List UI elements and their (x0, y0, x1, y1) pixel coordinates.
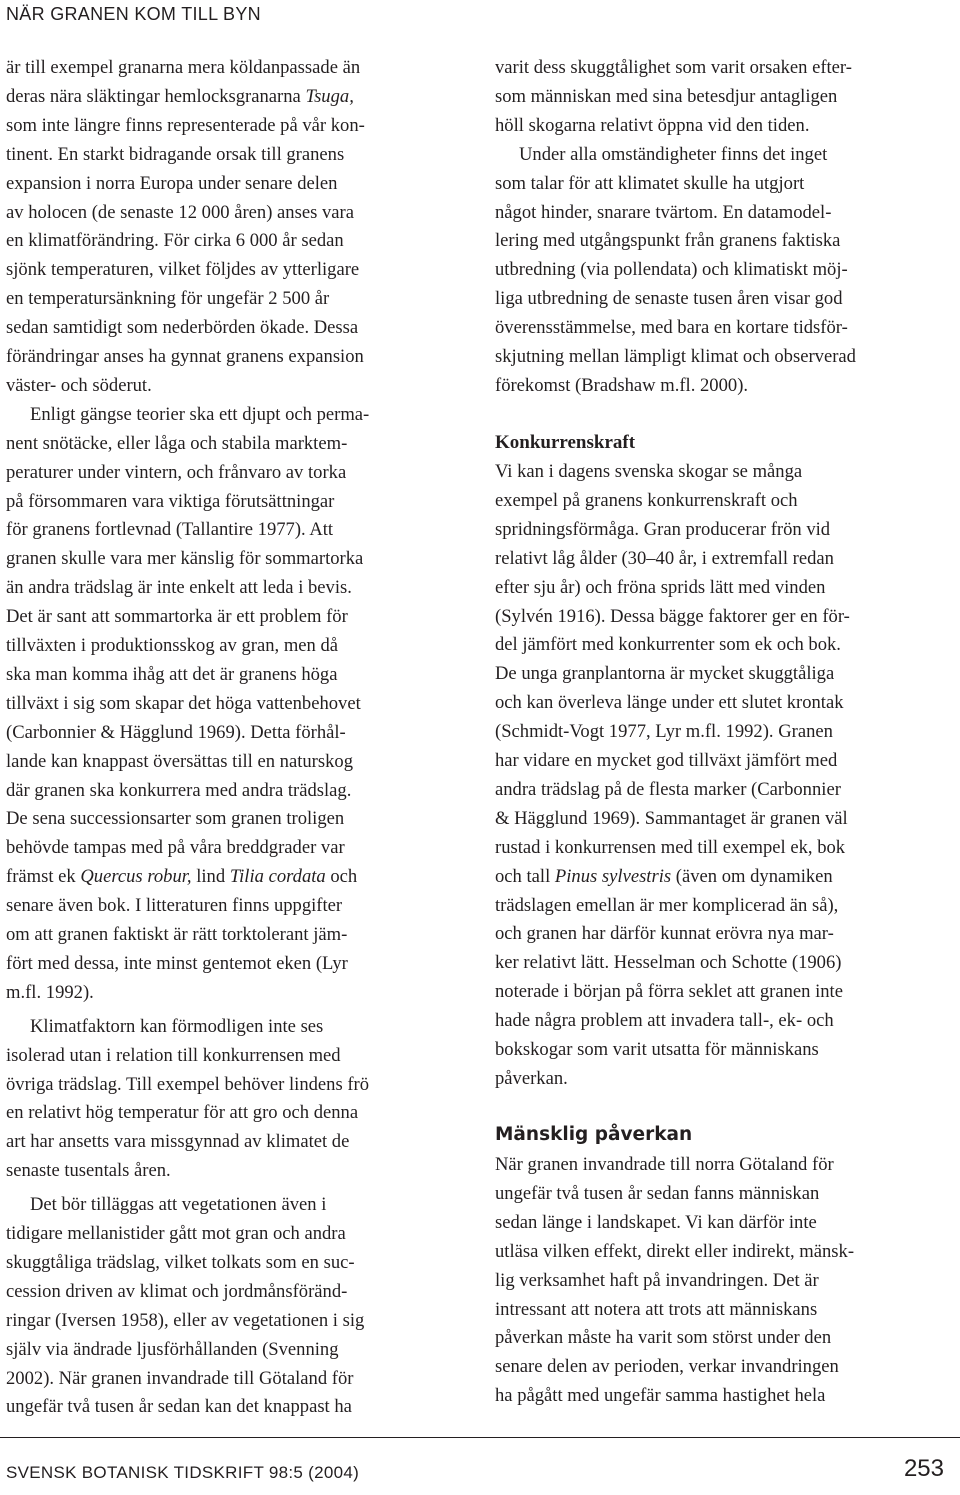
body-text-line: sedan samtidigt som nederbörden ökade. Dessa (6, 317, 359, 339)
body-text-line: ha pågått med ungefär samma hastighet hela (495, 1385, 826, 1407)
body-text-line: noterade i början på förra seklet att granen inte (495, 981, 843, 1003)
body-text-line: Under alla omständigheter finns det inget (519, 143, 828, 165)
body-text-line: exempel på granens konkurrenskraft och (495, 489, 798, 511)
body-text-line: själv via ändrade ljusförhållanden (Svenning (6, 1338, 339, 1360)
journal-citation: SVENSK BOTANISK TIDSKRIFT 98:5 (2004) (6, 1463, 360, 1482)
body-text-line: andra trädslag på de flesta marker (Carbonnier (495, 778, 841, 800)
text-segment: Tsuga, (305, 85, 354, 107)
body-text-line: som människan med sina betesdjur antagligen (495, 85, 838, 107)
running-head: NÄR GRANEN KOM TILL BYN (6, 4, 261, 24)
body-text-line: om att granen faktiskt är rätt torktolerant jäm- (6, 924, 348, 945)
body-text-line: expansion i norra Europa under senare delen (6, 172, 338, 194)
text-segment: och (325, 866, 358, 888)
text-segment: lind (191, 866, 230, 888)
body-text-line: skjutning mellan lämpligt klimat och observerad (495, 346, 856, 367)
body-text-line: ungefär två tusen år sedan fanns människan (495, 1182, 820, 1204)
body-text-line: lande kan knappast översättas till en naturskog (6, 750, 353, 772)
body-text-line: på försommaren vara viktiga förutsättningar (6, 490, 335, 512)
body-text-line: påverkan måste ha varit som störst under den (495, 1327, 832, 1349)
text-segment: (även om dynamiken (671, 865, 833, 887)
body-text-line: (Carbonnier & Hägglund 1969). Detta förhål- (6, 721, 346, 743)
body-text-line: väster- och söderut. (6, 374, 152, 396)
body-text-line: utläsa vilken effekt, direkt eller indirekt, mänsk- (495, 1240, 855, 1262)
body-text-line: relativt låg ålder (30–40 år, i extremfall redan (495, 547, 834, 569)
body-text-line: en relativt hög temperatur för att gro och denna (6, 1102, 359, 1124)
body-text-line: höll skogarna relativt öppna vid den tiden. (495, 114, 810, 136)
body-text-line: spridningsförmåga. Gran producerar frön vid (495, 518, 831, 540)
body-text-line: Vi kan i dagens svenska skogar se många (495, 461, 803, 482)
body-text-line: granen skulle vara mer känslig för sommartorka (6, 548, 364, 570)
text-segment: Pinus sylvestris (554, 865, 672, 887)
body-text-line: tillväxten i produktionsskog av gran, men då (6, 635, 339, 656)
text-segment: Tilia cordata (229, 866, 326, 888)
body-text-line: utbredning (via pollendata) och klimatiskt möj- (495, 259, 848, 281)
body-text-line: efter sju år) och fröna sprids lätt med vinden (495, 576, 826, 598)
body-text-line: för granens fortlevnad (Tallantire 1977). Att (6, 519, 334, 541)
body-text-line: senare delen av perioden, verkar invandringen (495, 1356, 839, 1378)
body-text-line: art har ansetts vara missgynnad av klimatet de (6, 1131, 350, 1153)
body-text-line: De sena successionsarter som granen troligen (6, 808, 345, 830)
footer-divider (0, 1437, 960, 1438)
text-segment: deras nära släktingar hemlocksgranarna (6, 85, 306, 107)
body-text-line: sjönk temperaturen, vilket följdes av ytterligare (6, 259, 360, 281)
body-text-line: sedan länge i landskapet. Vi kan därför inte (495, 1211, 817, 1233)
body-text-line: (Schmidt-Vogt 1977, Lyr m.fl. 1992). Granen (495, 721, 833, 743)
body-text-line: bokskogar som varit utsatta för människans (495, 1039, 819, 1060)
section-heading-konkurrenskraft: Konkurrenskraft (495, 432, 636, 453)
text-segment: och tall (495, 865, 555, 887)
body-text-line: intressant att notera att trots att människans (495, 1298, 818, 1320)
body-text-line: hade några problem att invadera tall-, ek- och (495, 1010, 834, 1032)
section-heading-mansklig-paverkan: Mänsklig påverkan (495, 1124, 693, 1145)
body-text-line: (Sylvén 1916). Dessa bägge faktorer ger en för- (495, 605, 850, 627)
body-text-line: ungefär två tusen år sedan kan det knappast ha (6, 1396, 352, 1418)
body-text-line: liga utbredning de senaste tusen åren visar god (495, 288, 843, 310)
body-text-line: & Hägglund 1969). Sammantaget är granen väl (495, 807, 848, 829)
body-text-line: m.fl. 1992). (6, 981, 94, 1003)
body-text-line: har vidare en mycket god tillväxt jämfört med (495, 750, 838, 771)
body-text-line: något hinder, snarare tvärtom. En datamodel- (495, 201, 832, 223)
body-text-line: påverkan. (495, 1067, 568, 1089)
body-text-line: senaste tusentals åren. (6, 1160, 171, 1182)
body-text-line: 2002). När granen invandrade till Götaland för (6, 1367, 354, 1389)
body-text-line: förändringar anses ha gynnat granens expansion (6, 346, 364, 367)
body-text-line: isolerad utan i relation till konkurrensen med (6, 1044, 341, 1066)
body-text-line: överensstämmelse, med bara en kortare tidsför- (495, 317, 848, 339)
body-text-line: ker relativt lätt. Hesselman och Schotte (1906) (495, 952, 842, 974)
body-text-line: förekomst (Bradshaw m.fl. 2000). (495, 374, 749, 396)
body-text-line: ska man komma ihåg att det är granens höga (6, 663, 338, 685)
body-text-line: lig verksamhet haft på invandringen. Det är (495, 1269, 819, 1291)
body-text-line: tillväxt i sig som skapar det höga vattenbehovet (6, 692, 361, 714)
body-text-line: Det är sant att sommartorka är ett problem för (6, 606, 348, 628)
body-text-line: tidigare mellanistider gått mot gran och andra (6, 1223, 346, 1244)
body-text-line: tinent. En starkt bidragande orsak till granens (6, 143, 345, 165)
body-text-line: peraturer under vintern, och frånvaro av torka (6, 461, 347, 483)
text-segment: Quercus robur, (80, 866, 192, 888)
body-text-line: Enligt gängse teorier ska ett djupt och perma- (30, 403, 370, 425)
body-text-line: och kan överleva länge under ett slutet krontak (495, 692, 844, 714)
body-text-line: ringar (Iversen 1958), eller av vegetationen i sig (6, 1309, 365, 1331)
body-text-line: nent snötäcke, eller låga och stabila marktem- (6, 432, 348, 454)
text-segment: främst ek (6, 866, 81, 888)
body-text-line: en temperatursänkning för ungefär 2 500 år (6, 288, 330, 310)
body-text-line: än andra trädslag är inte enkelt att leda i bevis. (6, 577, 352, 599)
body-text-line: där granen ska konkurrera med andra trädslag. (6, 779, 352, 801)
body-text-line (6, 82, 354, 111)
body-text-line: är till exempel granarna mera köldanpassade än (6, 57, 361, 78)
body-text-line: övriga trädslag. Till exempel behöver lindens frö (6, 1073, 370, 1095)
body-text-line: av holocen (de senaste 12 000 åren) anses vara (6, 201, 354, 223)
body-text-line: fört med dessa, inte minst gentemot eken (Lyr (6, 952, 348, 974)
body-text-line: senare även bok. I litteraturen finns uppgifter (6, 895, 343, 917)
body-text-line: del jämfört med konkurrenter som ek och bok. (495, 634, 841, 656)
body-text-line: Det bör tilläggas att vegetationen även i (30, 1194, 327, 1216)
body-text-line: som inte längre finns representerade på vår kon- (6, 114, 365, 136)
body-text-line (495, 862, 833, 891)
body-text-line: När granen invandrade till norra Götaland för (495, 1154, 834, 1175)
body-text-line: en klimatförändring. För cirka 6 000 år sedan (6, 230, 344, 252)
body-text-line: rustad i konkurrensen med till exempel ek, bok (495, 836, 846, 858)
body-text-line: lering med utgångspunkt från granens faktiska (495, 230, 841, 252)
body-text-line (6, 862, 357, 891)
body-text-line: som talar för att klimatet skulle ha utgjort (495, 172, 805, 194)
body-text-line: skuggtåliga trädslag, vilket tolkats som en suc- (6, 1251, 355, 1273)
body-text-line: Klimatfaktorn kan förmodligen inte ses (30, 1015, 324, 1037)
body-text-line: och granen har därför kunnat erövra nya mar- (495, 923, 834, 945)
body-text-line: cession driven av klimat och jordmånsföränd- (6, 1280, 348, 1302)
body-text-line: varit dess skuggtålighet som varit orsaken efter- (495, 57, 852, 78)
body-text-line: behövde tampas med på våra breddgrader var (6, 837, 345, 859)
page-number: 253 (903, 1455, 944, 1482)
body-text-line: trädslagen emellan är mer komplicerad än så), (495, 894, 839, 916)
body-text-line: De unga granplantorna är mycket skuggtåliga (495, 663, 835, 685)
